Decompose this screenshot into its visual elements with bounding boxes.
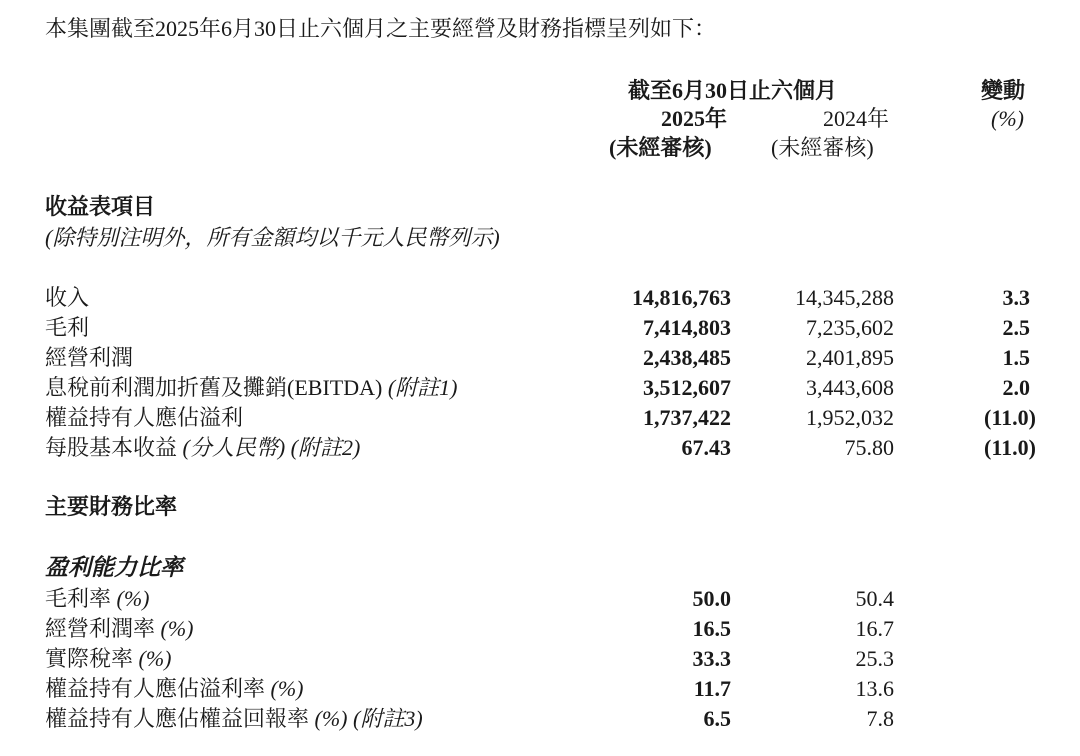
income-row-label: 毛利 — [45, 315, 90, 340]
income-row-2024: 2,401,895 — [806, 345, 894, 370]
ratio-row-label: 經營利潤率 (%) — [45, 616, 194, 641]
income-row-label: 收入 — [45, 285, 90, 310]
income-row-2024: 14,345,288 — [795, 285, 894, 310]
income-row-2024: 3,443,608 — [806, 375, 894, 400]
income-row-2025: 1,737,422 — [643, 405, 731, 430]
ratio-row-2024: 16.7 — [855, 616, 894, 641]
ratio-row-label: 權益持有人應佔溢利率 (%) — [45, 676, 304, 701]
col-2025-note: (未經審核) — [609, 135, 712, 160]
income-section-title: 收益表項目 — [45, 194, 156, 219]
change-header: 變動 — [981, 78, 1026, 103]
ratio-row-2025: 33.3 — [692, 646, 731, 671]
income-row-2024: 1,952,032 — [806, 405, 894, 430]
profitability-subtitle: 盈利能力比率 — [45, 555, 183, 580]
income-row-2025: 14,816,763 — [632, 285, 731, 310]
ratio-row-2024: 13.6 — [855, 676, 894, 701]
col-2024-year: 2024年 — [822, 106, 889, 131]
col-2025-year: 2025年 — [660, 106, 727, 131]
ratio-row-2024: 7.8 — [866, 706, 894, 731]
ratios-section-title: 主要財務比率 — [45, 494, 178, 519]
ratio-row-label: 實際稅率 (%) — [45, 646, 172, 671]
ratio-row-2025: 50.0 — [692, 586, 731, 611]
income-row-label: 息稅前利潤加折舊及攤銷(EBITDA) (附註1) — [45, 375, 458, 400]
ratio-row-label: 權益持有人應佔權益回報率 (%) (附註3) — [45, 706, 423, 731]
income-row-2024: 75.80 — [844, 435, 894, 460]
income-row-2025: 67.43 — [681, 435, 731, 460]
ratio-row-2025: 11.7 — [693, 676, 731, 701]
income-row-2025: 3,512,607 — [643, 375, 731, 400]
ratio-row-label: 毛利率 (%) — [45, 586, 150, 611]
income-row-change: 2.5 — [1002, 315, 1030, 340]
income-row-change: (11.0) — [984, 435, 1036, 460]
period-header: 截至6月30日止六個月 — [628, 78, 838, 103]
ratio-row-2024: 25.3 — [855, 646, 894, 671]
income-row-2025: 2,438,485 — [643, 345, 731, 370]
income-section-subtitle: (除特別注明外，所有金額均以千元人民幣列示) — [45, 225, 500, 250]
ratio-row-2025: 16.5 — [692, 616, 731, 641]
income-row-change: 2.0 — [1002, 375, 1030, 400]
ratio-row-2025: 6.5 — [703, 706, 731, 731]
income-row-2024: 7,235,602 — [806, 315, 894, 340]
col-2024-note: (未經審核) — [771, 135, 874, 160]
income-row-2025: 7,414,803 — [643, 315, 731, 340]
ratio-row-2024: 50.4 — [855, 586, 894, 611]
income-row-label: 經營利潤 — [45, 345, 134, 370]
income-row-change: 1.5 — [1002, 345, 1030, 370]
change-unit: (%) — [991, 106, 1024, 131]
intro-text: 本集團截至2025年6月30日止六個月之主要經營及財務指標呈列如下： — [45, 16, 717, 41]
income-row-change: 3.3 — [1002, 285, 1030, 310]
income-row-change: (11.0) — [984, 405, 1036, 430]
income-row-label: 每股基本收益 (分人民幣) (附註2) — [45, 435, 361, 460]
income-row-label: 權益持有人應佔溢利 — [45, 405, 244, 430]
